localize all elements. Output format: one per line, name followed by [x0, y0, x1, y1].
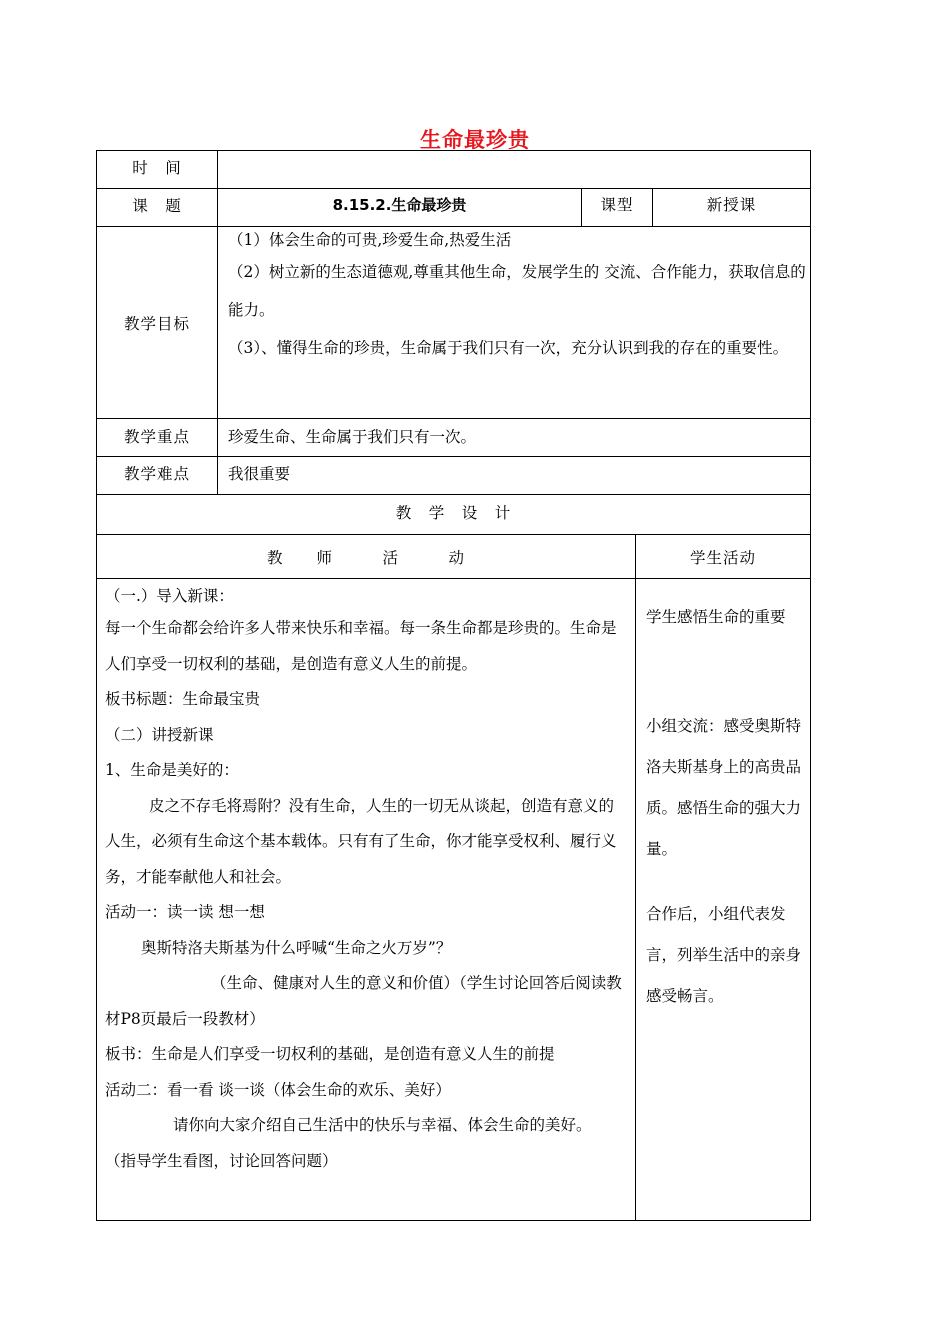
lesson-type-label: 课型: [582, 189, 653, 227]
teacher-line: 活动一：读一读 想一想: [105, 903, 265, 921]
student-paragraph: 小组交流：感受奥斯特洛夫斯基身上的高贵品质。感悟生命的强大力量。: [646, 717, 802, 858]
teacher-line: 活动二：看一看 谈一谈（体会生命的欢乐、美好）: [105, 1080, 451, 1099]
time-label: 时 间: [97, 151, 218, 189]
teacher-line: （一.）导入新课：: [105, 587, 234, 605]
teacher-line: （二）讲授新课: [105, 725, 214, 744]
student-activity-content: [636, 579, 811, 1221]
student-activity-header: 学生活动: [636, 535, 811, 579]
topic-label: 课 题: [97, 189, 218, 227]
teacher-line: 板书：生命是人们享受一切权利的基础，是创造有意义人生的前提: [105, 1045, 555, 1063]
key-point-label: 教学重点: [97, 419, 218, 457]
teacher-text: 皮之不存毛将焉附？没有生命，人生的一切无从谈起，创造有意义的人生，必须有生命这个基本载体。只有有了生命，你才能享受权利、履行义务，才能奉献他人和社会。: [105, 796, 617, 886]
row-key-point: [97, 419, 811, 457]
document-title: 生命最珍贵: [420, 128, 530, 152]
row-topic: [97, 189, 811, 227]
teacher-paragraph: [105, 789, 627, 896]
student-paragraph: 合作后，小组代表发言，列举生活中的亲身感受畅言。: [646, 905, 802, 1005]
teacher-text: （生命、健康对人生的意义和价值）（学生讨论回答后阅读教材P8页最后一段教材）: [105, 974, 622, 1028]
teacher-text: 每一个生命都会给许多人带来快乐和幸福。每一条生命都是珍贵的。生命是人们享受一切权利的基础，是创造有意义人生的前提。: [105, 619, 617, 673]
goals-label: 教学目标: [97, 227, 218, 419]
goal-item: （2）树立新的生态道德观,尊重其他生命，发展学生的 交流、合作能力，获取信息的能力。: [228, 263, 806, 319]
row-design-header: [97, 495, 811, 535]
row-goals: [97, 227, 811, 419]
design-header: 教 学 设 计: [97, 495, 811, 535]
goal-item: （3）、懂得生命的珍贵，生命属于我们只有一次，充分认识到我的存在的重要性。: [228, 339, 789, 357]
teacher-line: 板书标题：生命最宝贵: [105, 690, 261, 708]
time-value: [218, 151, 811, 189]
key-point-value: 珍爱生命、生命属于我们只有一次。: [218, 419, 811, 457]
difficulty-value: 我很重要: [218, 457, 811, 495]
teacher-line: 奥斯特洛夫斯基为什么呼喊“生命之火万岁”？: [141, 938, 452, 957]
teacher-activity-header: 教 师 活 动: [97, 535, 636, 579]
teacher-line: （指导学生看图，讨论回答问题）: [105, 1151, 338, 1170]
topic-value: 8.15.2.生命最珍贵: [218, 189, 582, 227]
goals-content: [218, 227, 811, 419]
teacher-paragraph: [105, 966, 627, 1037]
teacher-line: 1、生命是美好的：: [105, 761, 239, 779]
goal-item: （1）体会生命的可贵,珍爱生命,热爱生活: [228, 231, 512, 249]
teacher-line: 请你向大家介绍自己生活中的快乐与幸福、体会生命的美好。: [173, 1116, 592, 1134]
row-activities: [97, 579, 811, 1221]
lesson-type-value: 新授课: [653, 189, 811, 227]
row-time: [97, 151, 811, 189]
row-activity-headers: [97, 535, 811, 579]
teacher-paragraph: [105, 611, 627, 682]
teacher-activity-content: [97, 579, 636, 1221]
difficulty-label: 教学难点: [97, 457, 218, 495]
lesson-plan-table: [96, 150, 811, 1221]
row-difficulty: [97, 457, 811, 495]
student-paragraph: 学生感悟生命的重要: [646, 608, 786, 626]
